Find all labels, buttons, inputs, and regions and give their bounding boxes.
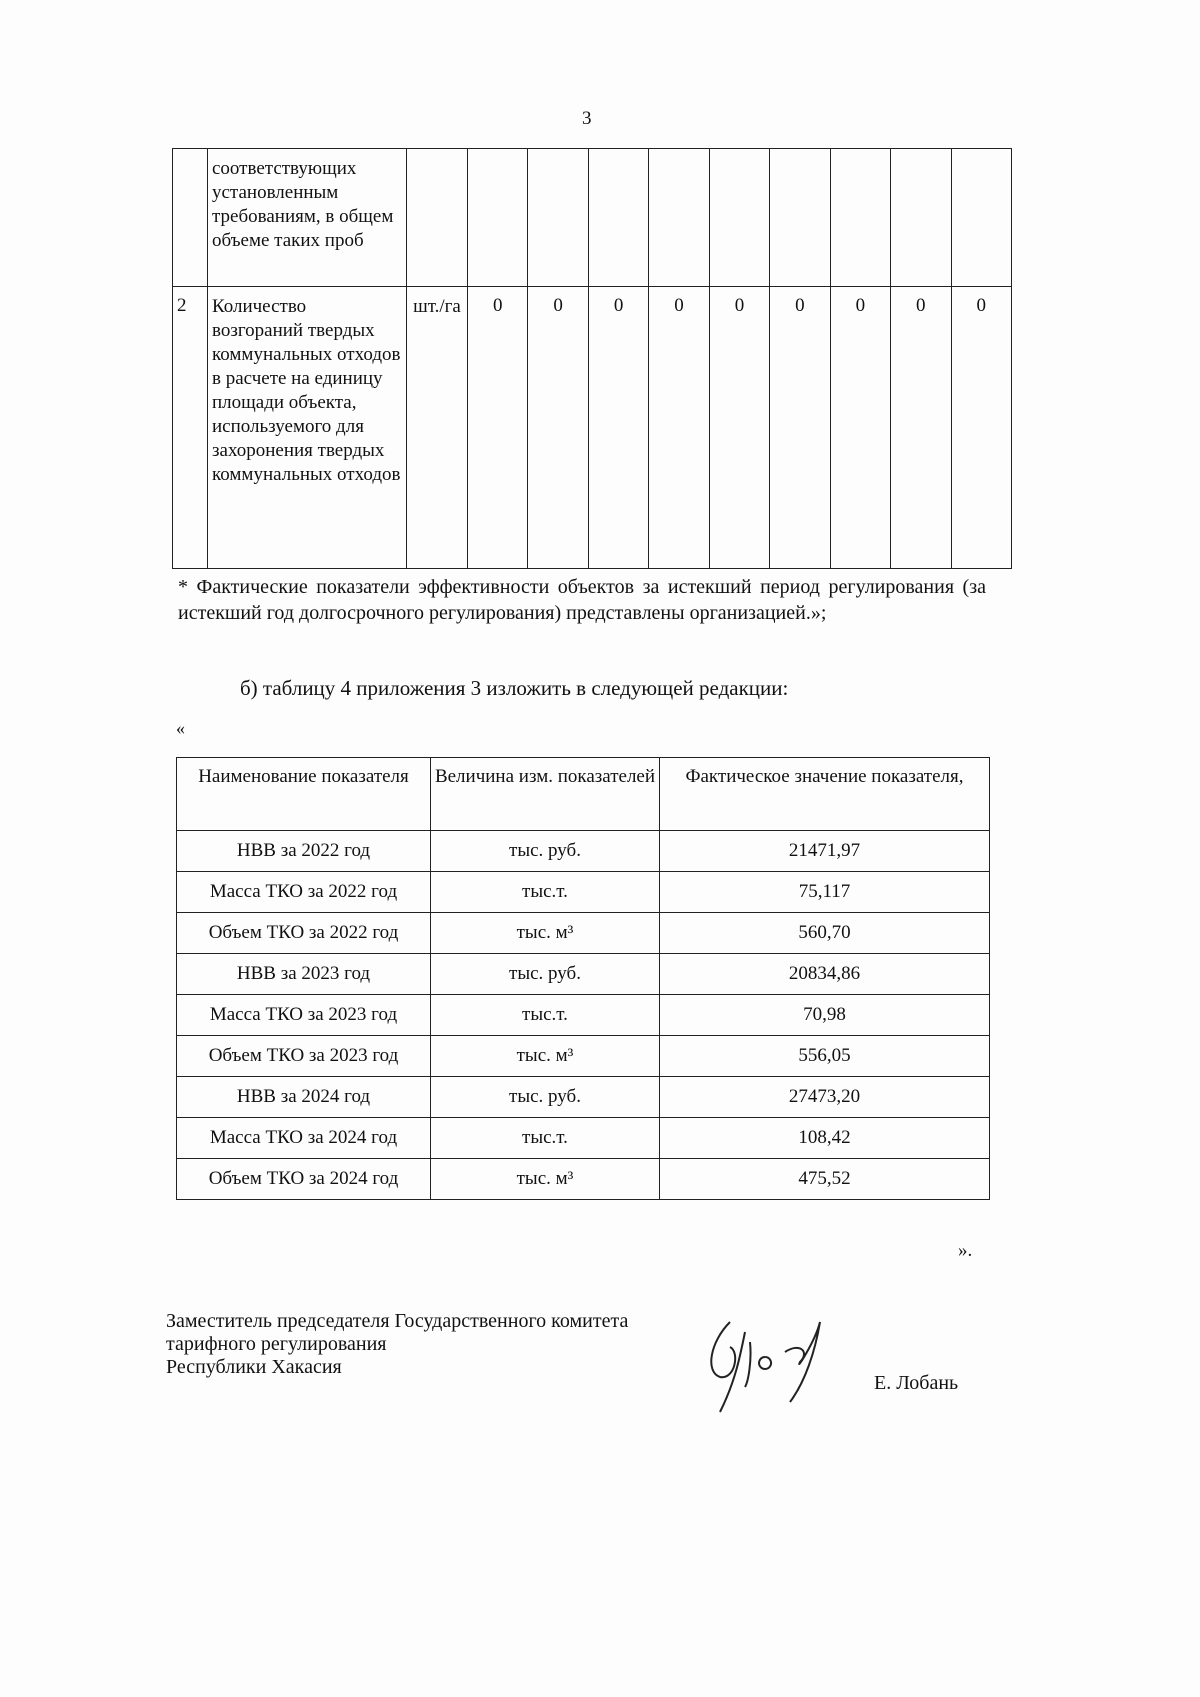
indicator-value	[709, 149, 769, 287]
indicator-name: Масса ТКО за 2022 год	[177, 872, 431, 913]
signer-title-line1: Заместитель председателя Государственного комитета	[166, 1310, 629, 1332]
unit: тыс.т.	[431, 1118, 660, 1159]
indicator-value	[649, 149, 709, 287]
actual-value: 108,42	[660, 1118, 990, 1159]
unit: тыс.т.	[431, 995, 660, 1036]
unit: тыс. м³	[431, 1159, 660, 1200]
unit: тыс.т.	[431, 872, 660, 913]
actual-value: 27473,20	[660, 1077, 990, 1118]
footnote: * Фактические показатели эффективности объектов за истекший период регулирования (за истекший год долгосрочного регулирования) представлены организацией.»;	[178, 576, 986, 624]
unit: тыс. м³	[431, 913, 660, 954]
indicator-value	[891, 149, 951, 287]
indicator-value: 0	[770, 287, 830, 569]
indicator-name: Количество возгораний твердых коммунальных отходов в расчете на единицу площади объекта, используемого для захоронения твердых коммунальных отходов	[208, 287, 407, 569]
indicator-name: Объем ТКО за 2024 год	[177, 1159, 431, 1200]
header-name: Наименование показателя	[177, 758, 431, 831]
unit: тыс. руб.	[431, 954, 660, 995]
indicator-name: Масса ТКО за 2024 год	[177, 1118, 431, 1159]
indicator-name: НВВ за 2023 год	[177, 954, 431, 995]
indicator-name: Объем ТКО за 2023 год	[177, 1036, 431, 1077]
signer-title-line3: Республики Хакасия	[166, 1356, 342, 1378]
header-value: Фактическое значение показателя,	[660, 758, 990, 831]
row-number: 2	[173, 287, 208, 569]
quote-close: ».	[958, 1240, 973, 1261]
table-row	[177, 1159, 990, 1200]
table-row	[177, 1118, 990, 1159]
indicator-name: Масса ТКО за 2023 год	[177, 995, 431, 1036]
unit: тыс. руб.	[431, 831, 660, 872]
amendment-intro: б) таблицу 4 приложения 3 изложить в следующей редакции:	[240, 676, 789, 700]
indicator-unit	[407, 149, 468, 287]
indicator-value	[528, 149, 588, 287]
indicator-value: 0	[891, 287, 951, 569]
row-number	[173, 149, 208, 287]
indicator-name: НВВ за 2024 год	[177, 1077, 431, 1118]
indicators-table	[172, 148, 1012, 569]
indicator-value: 0	[649, 287, 709, 569]
table-row	[177, 954, 990, 995]
actual-value: 21471,97	[660, 831, 990, 872]
table-row	[177, 913, 990, 954]
indicator-name: соответствующих установленным требованиям, в общем объеме таких проб	[208, 149, 407, 287]
actual-value: 556,05	[660, 1036, 990, 1077]
table-row	[177, 1036, 990, 1077]
unit: тыс. руб.	[431, 1077, 660, 1118]
signer-name: Е. Лобань	[874, 1372, 959, 1394]
indicator-value	[770, 149, 830, 287]
page-number: 3	[582, 108, 592, 129]
signer-title-line2: тарифного регулирования	[166, 1333, 387, 1355]
handwritten-signature	[690, 1302, 850, 1422]
indicator-value: 0	[951, 287, 1012, 569]
indicator-row	[173, 287, 1012, 569]
table-header-row	[177, 758, 990, 831]
actual-value: 70,98	[660, 995, 990, 1036]
table-row	[177, 831, 990, 872]
indicator-value: 0	[709, 287, 769, 569]
header-unit: Величина изм. показателей	[431, 758, 660, 831]
actual-value: 475,52	[660, 1159, 990, 1200]
indicator-name: НВВ за 2022 год	[177, 831, 431, 872]
indicator-value	[830, 149, 890, 287]
table-4	[176, 757, 990, 1200]
indicator-value	[588, 149, 648, 287]
table-row	[177, 1077, 990, 1118]
actual-value: 560,70	[660, 913, 990, 954]
indicator-value: 0	[468, 287, 528, 569]
actual-value: 20834,86	[660, 954, 990, 995]
indicator-value	[468, 149, 528, 287]
indicator-value: 0	[528, 287, 588, 569]
actual-value: 75,117	[660, 872, 990, 913]
unit: тыс. м³	[431, 1036, 660, 1077]
indicator-name: Объем ТКО за 2022 год	[177, 913, 431, 954]
indicator-value: 0	[830, 287, 890, 569]
signature-block	[166, 1310, 628, 1379]
indicator-value: 0	[588, 287, 648, 569]
indicator-unit: шт./га	[407, 287, 468, 569]
quote-open: «	[176, 718, 185, 738]
table-row	[177, 872, 990, 913]
table-row	[177, 995, 990, 1036]
indicator-value	[951, 149, 1012, 287]
indicator-row	[173, 149, 1012, 287]
